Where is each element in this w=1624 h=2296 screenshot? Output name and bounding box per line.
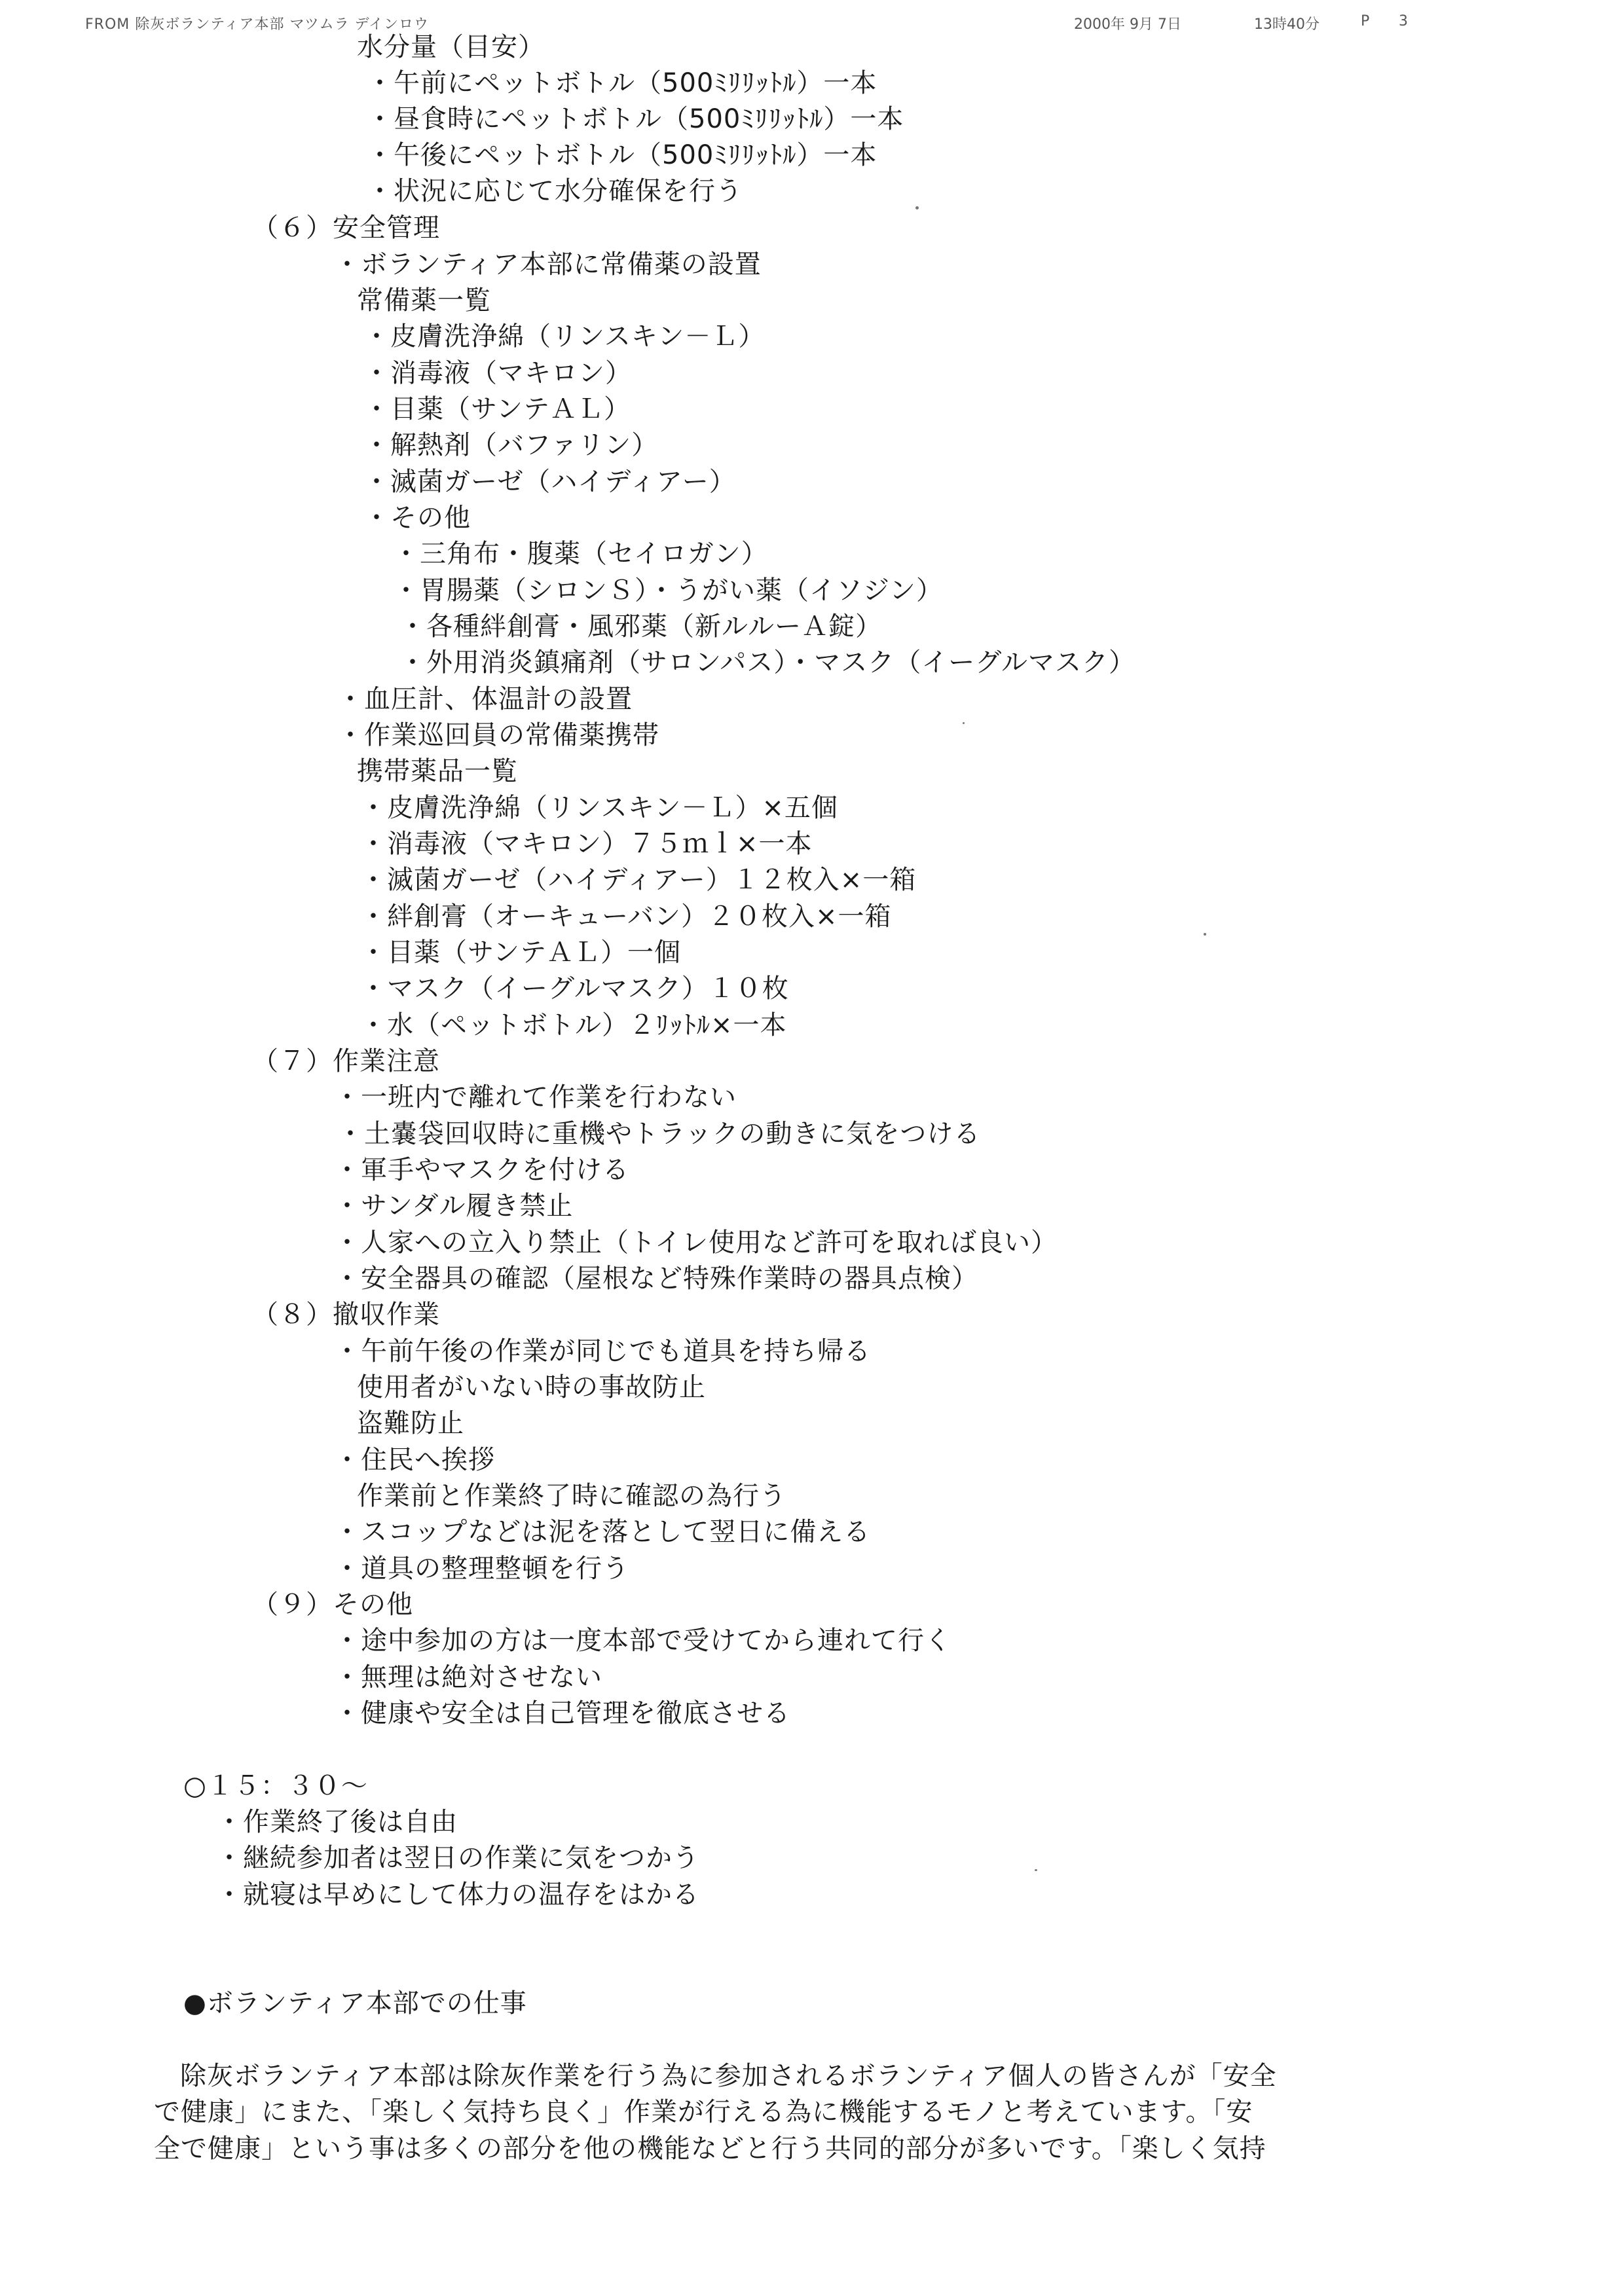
list-item: ・胃腸薬（シロンＳ）・うがい薬（イソジン） bbox=[393, 575, 943, 606]
list-item: ・作業終了後は自由 bbox=[216, 1807, 458, 1837]
fax-time: 13時40分 bbox=[1254, 16, 1320, 33]
list-item: ・道具の整理整頓を行う bbox=[334, 1554, 629, 1584]
list-item: ・絆創膏（オーキューバン）２０枚入×一箱 bbox=[360, 902, 892, 932]
list-item: ・状況に応じて水分確保を行う bbox=[367, 176, 743, 206]
list-item: ・外用消炎鎮痛剤（サロンパス）・マスク（イーグルマスク） bbox=[399, 647, 1135, 678]
list-item: ・軍手やマスクを付ける bbox=[334, 1155, 629, 1185]
scan-speck bbox=[915, 206, 919, 210]
time-heading: ○１５：３０～ bbox=[183, 1771, 368, 1801]
list-item: ・消毒液（マキロン） bbox=[363, 358, 632, 388]
list-item: ・健康や安全は自己管理を徹底させる bbox=[334, 1698, 790, 1728]
list-item: ・三角布・腹薬（セイロガン） bbox=[393, 539, 768, 569]
section-heading-6: （６）安全管理 bbox=[252, 213, 440, 243]
list-item: ・無理は絶対させない bbox=[334, 1662, 602, 1692]
list-item: ・その他 bbox=[363, 503, 471, 533]
list-item: ・昼食時にペットボトル（500ﾐﾘﾘｯﾄﾙ）一本 bbox=[367, 104, 904, 134]
list-item: ・人家への立入り禁止（トイレ使用など許可を取れば良い） bbox=[334, 1228, 1058, 1258]
list-item: ・解熱剤（バファリン） bbox=[363, 430, 659, 460]
fax-sender: FROM 除灰ボランティア本部 マツムラ デインロウ bbox=[85, 16, 430, 33]
fax-date: 2000年 9月 7日 bbox=[1074, 16, 1181, 33]
list-item: ・水（ペットボトル）２ﾘｯﾄﾙ×一本 bbox=[360, 1010, 787, 1040]
list-item-note: 盗難防止 bbox=[357, 1408, 464, 1438]
list-item: ・スコップなどは泥を落として翌日に備える bbox=[334, 1517, 871, 1547]
list-item: ・皮膚洗浄綿（リンスキン－Ｌ） bbox=[363, 321, 766, 352]
list-item: ・住民へ挨拶 bbox=[334, 1445, 495, 1475]
list-item-note: 使用者がいない時の事故防止 bbox=[357, 1372, 706, 1402]
list-item: ・滅菌ガーゼ（ハイディアー） bbox=[363, 467, 736, 497]
fax-page-number: 3 bbox=[1399, 13, 1408, 29]
list-item-note: 作業前と作業終了時に確認の為行う bbox=[357, 1481, 786, 1511]
list-item: ・午前午後の作業が同じでも道具を持ち帰る bbox=[334, 1336, 871, 1366]
fax-header bbox=[0, 9, 1624, 35]
fax-page-label: P bbox=[1361, 13, 1370, 29]
section-heading-8: （８）撤収作業 bbox=[252, 1300, 440, 1330]
sub-heading: 常備薬一覧 bbox=[357, 285, 491, 316]
scan-speck bbox=[1204, 933, 1206, 936]
list-item: ・一班内で離れて作業を行わない bbox=[334, 1082, 737, 1112]
list-item: ・マスク（イーグルマスク）１０枚 bbox=[360, 974, 789, 1004]
list-item: ・血圧計、体温計の設置 bbox=[337, 684, 633, 714]
list-item: ・目薬（サンテＡＬ） bbox=[363, 394, 631, 424]
paragraph-line: 除灰ボランティア本部は除灰作業を行う為に参加されるボランティア個人の皆さんが「安全 bbox=[180, 2061, 1277, 2091]
list-item: ・滅菌ガーゼ（ハイディアー）１２枚入×一箱 bbox=[360, 865, 917, 895]
section-heading-7: （７）作業注意 bbox=[252, 1046, 440, 1076]
paragraph-line: 全で健康」という事は多くの部分を他の機能などと行う共同的部分が多いです。「楽しく気持 bbox=[154, 2134, 1266, 2164]
list-item: ・午後にペットボトル（500ﾐﾘﾘｯﾄﾙ）一本 bbox=[367, 140, 877, 170]
hq-duties-heading: ●ボランティア本部での仕事 bbox=[183, 1988, 527, 2018]
list-item: ・継続参加者は翌日の作業に気をつかう bbox=[216, 1843, 699, 1873]
paragraph-line: で健康」にまた、「楽しく気持ち良く」作業が行える為に機能するモノと考えています。「安 bbox=[154, 2097, 1253, 2127]
list-item: ・サンダル履き禁止 bbox=[334, 1191, 574, 1221]
list-item: ・土嚢袋回収時に重機やトラックの動きに気をつける bbox=[337, 1119, 981, 1149]
section-heading-9: （９）その他 bbox=[252, 1590, 413, 1620]
list-item: ・就寝は早めにして体力の温存をはかる bbox=[216, 1880, 699, 1910]
list-item: ・目薬（サンテＡＬ）一個 bbox=[360, 938, 681, 968]
water-amount-heading: 水分量（目安） bbox=[357, 32, 545, 62]
scan-speck bbox=[963, 722, 965, 724]
scan-speck bbox=[1035, 1869, 1037, 1871]
list-item: ・作業巡回員の常備薬携帯 bbox=[337, 720, 659, 750]
list-item: ・安全器具の確認（屋根など特殊作業時の器具点検） bbox=[334, 1264, 978, 1294]
list-item: ・午前にペットボトル（500ﾐﾘﾘｯﾄﾙ）一本 bbox=[367, 68, 877, 98]
list-item: ・各種絆創膏・風邪薬（新ルルーＡ錠） bbox=[399, 611, 882, 642]
list-item: ・途中参加の方は一度本部で受けてから連れて行く bbox=[334, 1626, 951, 1656]
sub-heading: 携帯薬品一覧 bbox=[357, 756, 518, 786]
list-item: ・消毒液（マキロン）７５ｍｌ×一本 bbox=[360, 829, 813, 859]
list-item: ・ボランティア本部に常備薬の設置 bbox=[334, 249, 762, 280]
list-item: ・皮膚洗浄綿（リンスキン－Ｌ）×五個 bbox=[360, 793, 838, 823]
